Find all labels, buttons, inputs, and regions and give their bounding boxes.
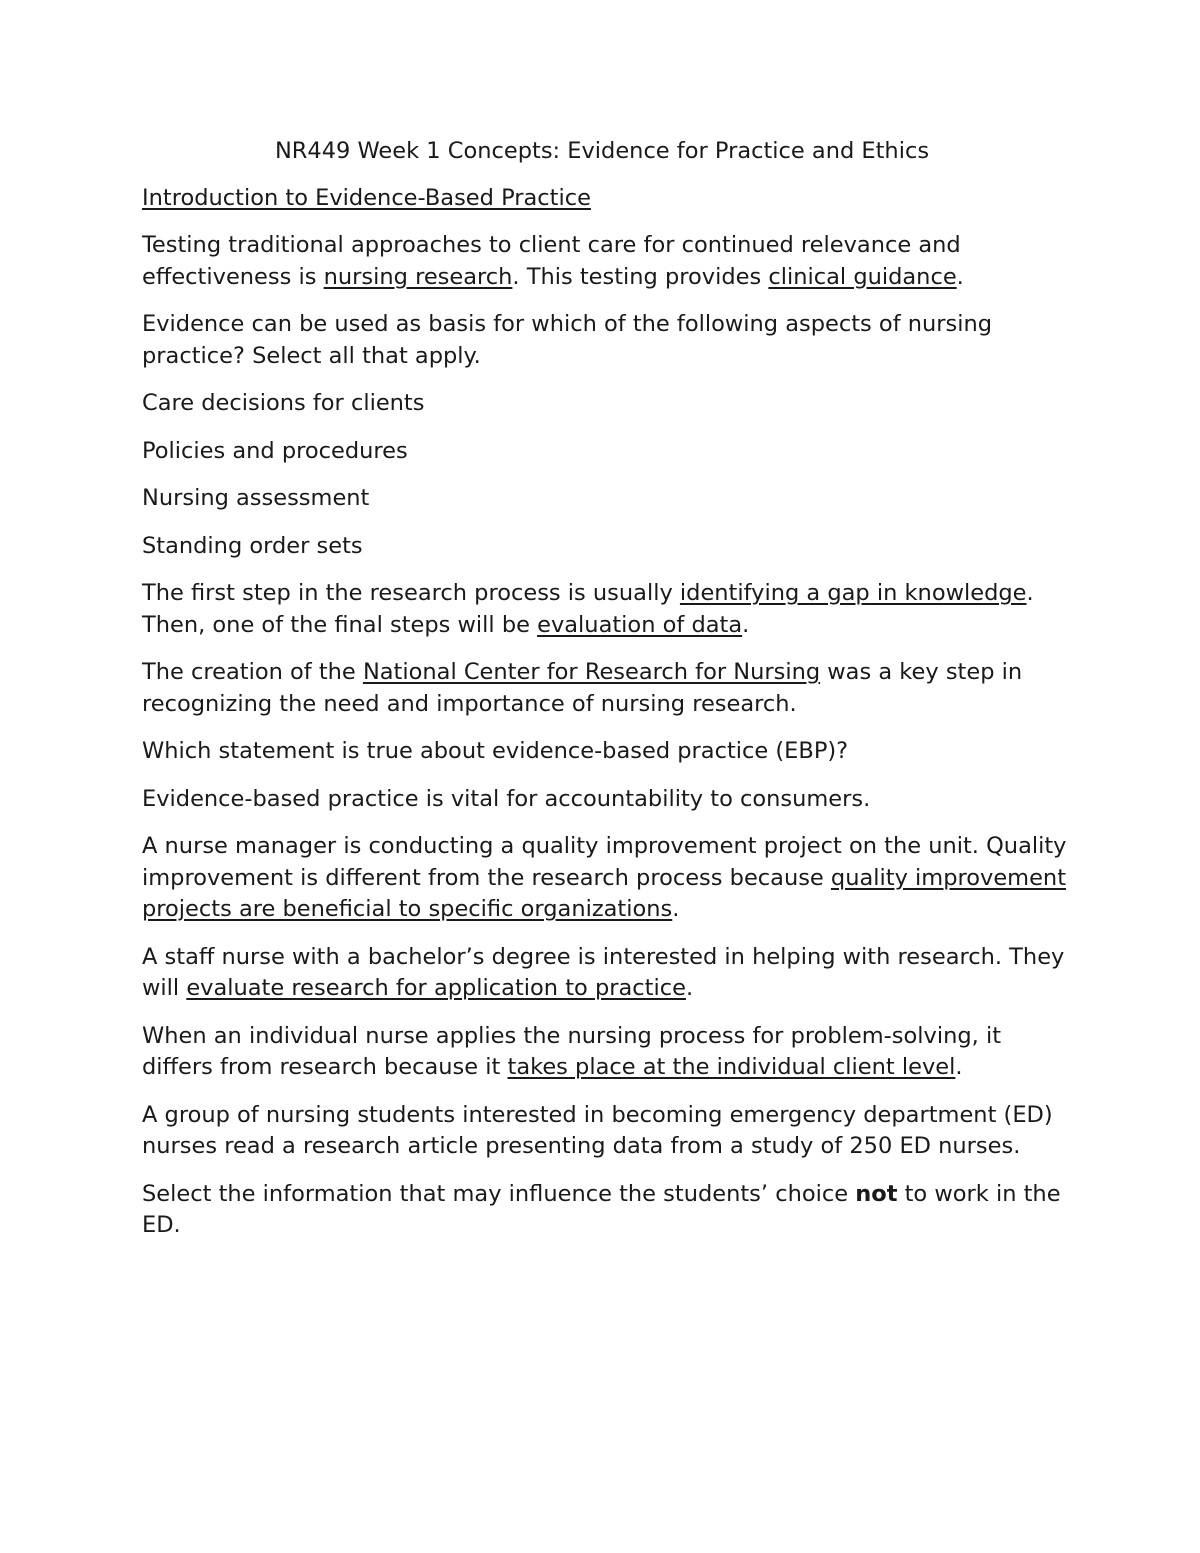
text-run: The first step in the research process is usually: [142, 580, 680, 606]
text-run: .: [956, 263, 964, 290]
text-run: Select the information that may influence the students’ choice: [142, 1180, 856, 1207]
text-run: .: [955, 1054, 963, 1080]
section-heading-text: Introduction to Evidence-Based Practice: [142, 184, 591, 211]
paragraph-quality-improvement: [142, 831, 1072, 926]
paragraph-ed-students: A group of nursing students interested in becoming emergency department (ED) nurses read a research article presenting data from a study of 250 ED nurses.: [142, 1101, 1053, 1159]
answer-clinical-guidance: clinical guidance: [768, 263, 957, 290]
option-item: Standing order sets: [142, 532, 363, 559]
text-run: was a key step in recognizing the need and importance of nursing research.: [142, 659, 1023, 717]
answer-nursing-research: nursing research: [323, 263, 513, 290]
document-page: [142, 136, 1072, 1258]
text-run: A nurse manager is conducting a quality improvement project on the unit. Quality improvement is different from the research process because: [142, 833, 1067, 891]
paragraph-nursing-process: [142, 1021, 1072, 1084]
question-ebp-statement: Which statement is true about evidence-based practice (EBP)?: [142, 738, 849, 764]
text-run: . This testing provides: [512, 263, 769, 290]
text-run: . Then, one of the final steps will be: [142, 580, 1034, 638]
text-run: .: [685, 975, 694, 1001]
text-run: When an individual nurse applies the nursing process for problem-solving, it differs from research because it: [142, 1022, 1002, 1080]
paragraph-traditional-approaches: [142, 230, 1072, 293]
answer-individual-client-level: takes place at the individual client level: [507, 1054, 956, 1080]
section-heading: [142, 183, 1072, 215]
option-item: Policies and procedures: [142, 437, 408, 464]
question-evidence-basis: Evidence can be used as basis for which of the following aspects of nursing practice? Select all that apply.: [142, 311, 993, 369]
answer-evaluate-research: evaluate research for application to practice: [186, 975, 686, 1001]
document-title: NR449 Week 1 Concepts: Evidence for Practice and Ethics: [274, 138, 930, 164]
question-influence-choice: [142, 1179, 1072, 1242]
paragraph-national-center: [142, 657, 1072, 720]
option-item: Care decisions for clients: [142, 390, 425, 416]
paragraph-staff-nurse: [142, 942, 1072, 1005]
answer-national-center: National Center for Research for Nursing: [362, 659, 821, 685]
answer-evaluation-of-data: evaluation of data: [537, 611, 743, 638]
emphasis-not: not: [855, 1180, 898, 1207]
text-run: .: [672, 896, 680, 922]
answer-quality-improvement: quality improvement projects are beneficial to specific organizations: [142, 864, 1067, 922]
text-run: A staff nurse with a bachelor’s degree is interested in helping with research. They will: [142, 943, 1065, 1001]
text-run: .: [742, 611, 750, 638]
text-run: The creation of the: [142, 659, 363, 685]
option-item: Nursing assessment: [142, 485, 370, 511]
text-run: Testing traditional approaches to client care for continued relevance and effectiveness is: [142, 232, 961, 290]
text-run: to work in the ED.: [142, 1180, 1061, 1238]
answer-identifying-gap: identifying a gap in knowledge: [679, 580, 1027, 606]
paragraph-research-process: [142, 578, 1072, 641]
answer-ebp-statement: Evidence-based practice is vital for accountability to consumers.: [142, 785, 871, 812]
